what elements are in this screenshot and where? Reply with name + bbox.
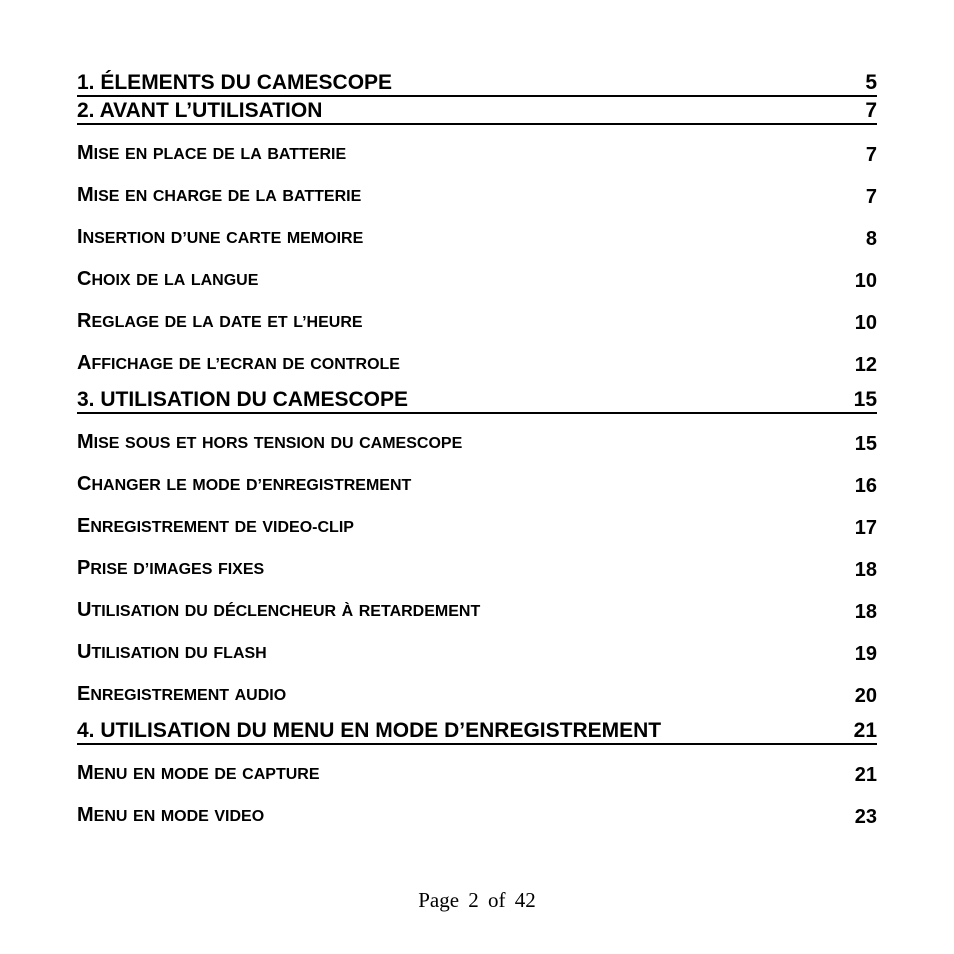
toc-entry-title: ENREGISTREMENT AUDIO	[77, 683, 287, 705]
toc-entry-title: ENREGISTREMENT DE VIDEO-CLIP	[77, 515, 354, 537]
toc-entry-title: MENU EN MODE DE CAPTURE	[77, 762, 320, 784]
toc-entry-title: UTILISATION DU DÉCLENCHEUR À RETARDEMENT	[77, 599, 481, 621]
toc-entry-page: 10	[854, 312, 877, 334]
toc-heading[interactable]	[77, 717, 877, 745]
toc-entry-page: 7	[865, 144, 877, 166]
toc-entry-page: 21	[854, 764, 877, 786]
toc-subentry[interactable]	[77, 254, 877, 296]
toc-entry-page: 15	[853, 388, 877, 411]
toc-entry-title: 3. UTILISATION DU CAMESCOPE	[77, 388, 408, 411]
toc-entry-page: 16	[854, 475, 877, 497]
toc-heading[interactable]	[77, 97, 877, 125]
toc-entry-title: 2. AVANT L’UTILISATION	[77, 99, 323, 122]
toc-subentry[interactable]	[77, 627, 877, 669]
toc-entry-page: 5	[865, 71, 877, 94]
toc-entry-page: 18	[854, 559, 877, 581]
toc-entry-title: AFFICHAGE DE L’ECRAN DE CONTROLE	[77, 352, 400, 374]
toc-entry-title: CHOIX DE LA LANGUE	[77, 268, 259, 290]
toc-entry-title: MENU EN MODE VIDEO	[77, 804, 265, 826]
toc-entry-title: PRISE D’IMAGES FIXES	[77, 557, 265, 579]
toc-entry-page: 7	[865, 99, 877, 122]
toc-entry-title: MISE EN CHARGE DE LA BATTERIE	[77, 184, 362, 206]
toc-subentry[interactable]	[77, 790, 877, 832]
toc-entry-page: 12	[854, 354, 877, 376]
toc-entry-page: 23	[854, 806, 877, 828]
toc-entry-title: MISE EN PLACE DE LA BATTERIE	[77, 142, 347, 164]
toc-entry-page: 20	[854, 685, 877, 707]
toc-entry-page: 21	[853, 719, 877, 742]
toc-subentry[interactable]	[77, 170, 877, 212]
toc-heading[interactable]	[77, 386, 877, 414]
toc-entry-page: 19	[854, 643, 877, 665]
toc-subentry[interactable]	[77, 459, 877, 501]
toc-entry-page: 15	[854, 433, 877, 455]
toc-subentry[interactable]	[77, 414, 877, 459]
toc-subentry[interactable]	[77, 501, 877, 543]
page-footer: Page 2 of 42	[418, 888, 536, 912]
toc-subentry[interactable]	[77, 212, 877, 254]
toc-entry-page: 8	[865, 228, 877, 250]
table-of-contents	[77, 69, 877, 832]
toc-subentry[interactable]	[77, 125, 877, 170]
toc-entry-page: 18	[854, 601, 877, 623]
toc-entry-title: MISE SOUS ET HORS TENSION DU CAMESCOPE	[77, 431, 463, 453]
toc-entry-title: 4. UTILISATION DU MENU EN MODE D’ENREGISTREMENT	[77, 719, 662, 742]
toc-entry-page: 17	[854, 517, 877, 539]
toc-heading[interactable]	[77, 69, 877, 97]
toc-entry-title: 1. ÉLEMENTS DU CAMESCOPE	[77, 71, 393, 94]
toc-entry-title: CHANGER LE MODE D’ENREGISTREMENT	[77, 473, 412, 495]
toc-entry-title: UTILISATION DU FLASH	[77, 641, 267, 663]
toc-entry-page: 7	[865, 186, 877, 208]
toc-subentry[interactable]	[77, 543, 877, 585]
toc-subentry[interactable]	[77, 338, 877, 380]
toc-subentry[interactable]	[77, 296, 877, 338]
toc-subentry[interactable]	[77, 745, 877, 790]
toc-entry-page: 10	[854, 270, 877, 292]
toc-entry-title: REGLAGE DE LA DATE ET L’HEURE	[77, 310, 363, 332]
toc-subentry[interactable]	[77, 585, 877, 627]
toc-entry-title: INSERTION D’UNE CARTE MEMOIRE	[77, 226, 364, 248]
toc-subentry[interactable]	[77, 669, 877, 711]
